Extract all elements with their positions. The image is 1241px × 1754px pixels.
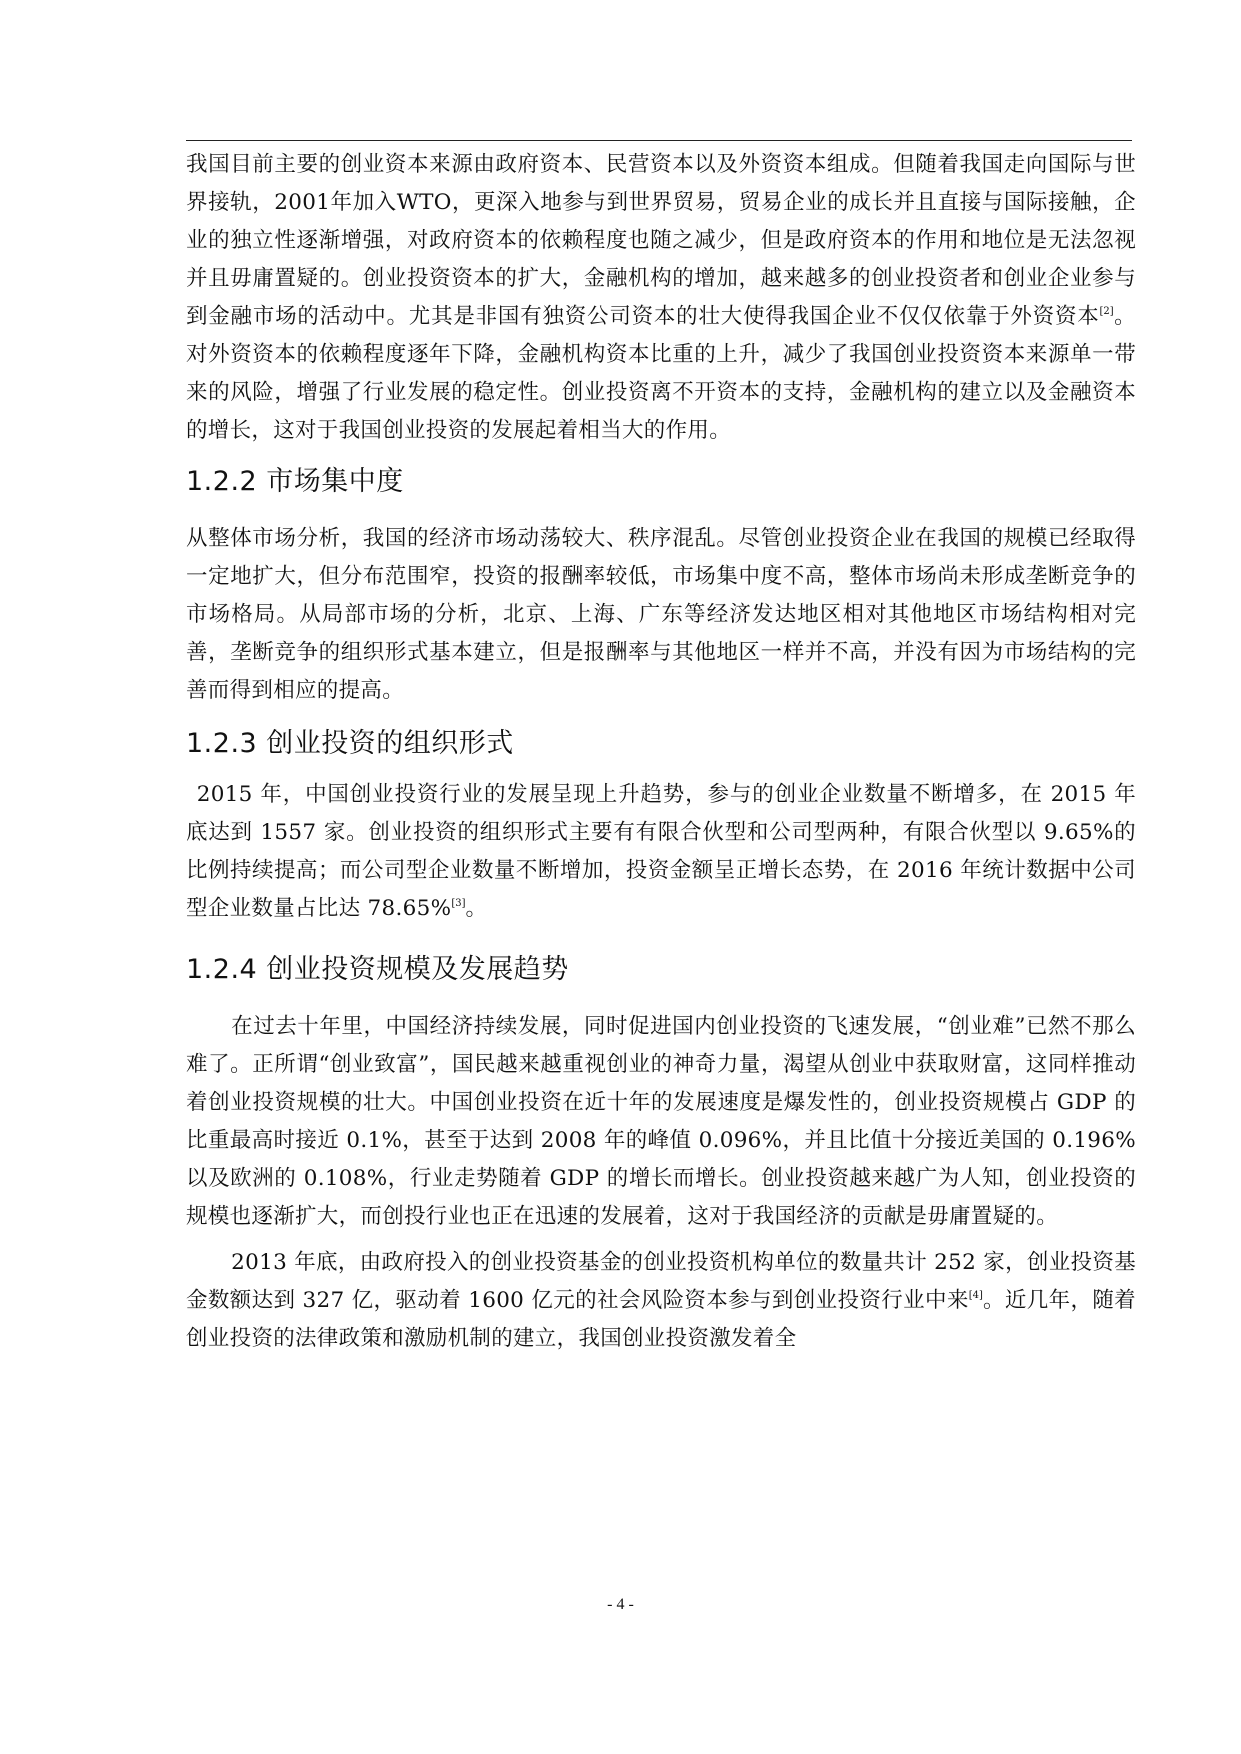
paragraph-market-concentration: 从整体市场分析，我国的经济市场动荡较大、秩序混乱。尽管创业投资企业在我国的规模已经取得一定地扩大，但分布范围窄，投资的报酬率较低，市场集中度不高，整体市场尚未形成垄断竞争的市场格局。从局部市场的分析，北京、上海、广东等经济发达地区相对其他地区市场结构相对完善，垄断竞争的组织形式基本建立，但是报酬率与其他地区一样并不高，并没有因为市场结构的完善而得到相应的提高。 <box>186 526 1136 703</box>
citation-ref: [3] <box>451 898 466 909</box>
citation-ref: [4] <box>968 1290 983 1301</box>
page-body <box>186 146 1136 1358</box>
paragraph-text: 。对外资资本的依赖程度逐年下降，金融机构资本比重的上升，减少了我国创业投资资本来源单一带来的风险，增强了行业发展的稳定性。创业投资离不开资本的支持，金融机构的建立以及金融资本的增长，这对于我国创业投资的发展起着相当大的作用。 <box>186 304 1136 443</box>
paragraph-text: 。 <box>465 896 488 921</box>
paragraph-capital-sources <box>186 146 1136 450</box>
page-number: - 4 - <box>607 1596 634 1613</box>
section-heading-scale-trend: 1.2.4 创业投资规模及发展趋势 <box>186 954 569 985</box>
section-heading-market-concentration: 1.2.2 市场集中度 <box>186 466 404 497</box>
header-rule <box>186 140 1132 141</box>
citation-ref: [2] <box>1099 306 1114 317</box>
section-heading-organization-form: 1.2.3 创业投资的组织形式 <box>186 728 514 759</box>
paragraph-organization-form <box>186 776 1136 928</box>
paragraph-text: 我国目前主要的创业资本来源由政府资本、民营资本以及外资资本组成。但随着我国走向国际与世界接轨，2001年加入WTO，更深入地参与到世界贸易，贸易企业的成长并且直接与国际接触，企业的独立性逐渐增强，对政府资本的依赖程度也随之减少，但是政府资本的作用和地位是无法忽视并且毋庸置疑的。创业投资资本的扩大，金融机构的增加，越来越多的创业投资者和创业企业参与到金融市场的活动中。尤其是非国有独资公司资本的壮大使得我国企业不仅仅依靠于外资资本 <box>186 152 1136 329</box>
paragraph-text: 。近几年，随着创业投资的法律政策和激励机制的建立，我国创业投资激发着全 <box>186 1288 1136 1351</box>
paragraph-fund-2013 <box>186 1244 1136 1358</box>
paragraph-text: 2013 年底，由政府投入的创业投资基金的创业投资机构单位的数量共计 252 家，创业投资基金数额达到 327 亿，驱动着 1600 亿元的社会风险资本参与到创业投资行业中来 <box>186 1250 1136 1313</box>
paragraph-scale-trend: 在过去十年里，中国经济持续发展，同时促进国内创业投资的飞速发展，“创业难”已然不那么难了。正所谓“创业致富”，国民越来越重视创业的神奇力量，渴望从创业中获取财富，这同样推动着创业投资规模的壮大。中国创业投资在近十年的发展速度是爆发性的，创业投资规模占 GDP 的比重最高时接近 0.1%，甚至于达到 2008 年的峰值 0.096%，并且比值十分接近美国的 0.196%以及欧洲的 0.108%，行业走势随着 GDP 的增长而增长。创业投资越来越广为人知，创业投资的规模也逐渐扩大，而创投行业也正在迅速的发展着，这对于我国经济的贡献是毋庸置疑的。 <box>186 1014 1136 1229</box>
paragraph-text: 2015 年，中国创业投资行业的发展呈现上升趋势，参与的创业企业数量不断增多，在 2015 年底达到 1557 家。创业投资的组织形式主要有有限合伙型和公司型两种，有限合伙型以 9.65%的比例持续提高；而公司型企业数量不断增加，投资金额呈正增长态势，在 2016 年统计数据中公司型企业数量占比达 78.65% <box>186 782 1136 921</box>
